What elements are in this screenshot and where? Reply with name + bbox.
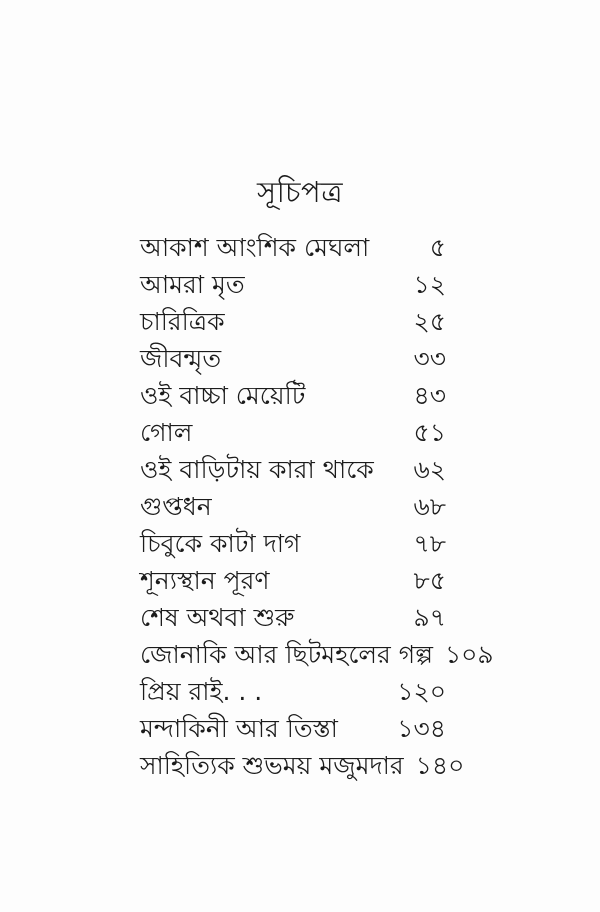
toc-entry-page-number: ৯৭ <box>413 603 446 632</box>
toc-row <box>140 229 446 266</box>
toc-row <box>140 266 446 303</box>
toc-entry-page-number: ৭৮ <box>413 529 446 558</box>
toc-entry-title: মন্দাকিনী আর তিস্তা <box>140 714 338 743</box>
toc-row <box>140 747 465 784</box>
toc-row <box>140 488 446 525</box>
toc-row <box>140 377 446 414</box>
toc-entry-title: চিবুকে কাটা দাগ <box>140 529 301 558</box>
toc-entry-title: জোনাকি আর ছিটমহলের গল্প <box>140 640 433 669</box>
toc-entry-title: গোল <box>140 418 193 447</box>
toc-entry-title: আকাশ আংশিক মেঘলা <box>140 233 370 262</box>
toc-row <box>140 673 446 710</box>
toc-entry-title: প্রিয় রাই. . . <box>140 677 263 706</box>
toc-entry-title: সাহিত্যিক শুভময় মজুমদার <box>140 751 404 780</box>
toc-entry-title: গুপ্তধন <box>140 492 212 521</box>
toc-entry-page-number: ৫১ <box>413 418 446 447</box>
toc-entry-title: চারিত্রিক <box>140 307 225 336</box>
toc-list <box>140 229 494 784</box>
toc-entry-page-number: ৬২ <box>413 455 446 484</box>
toc-entry-title: আমরা মৃত <box>140 270 245 299</box>
toc-entry-title: জীবন্মৃত <box>140 344 222 373</box>
toc-entry-page-number: ১০৯ <box>444 640 494 669</box>
toc-entry-page-number: ৬৮ <box>413 492 446 521</box>
toc-row <box>140 303 446 340</box>
toc-row <box>140 414 446 451</box>
toc-entry-page-number: ১২ <box>413 270 446 299</box>
page-title: সূচিপত্র <box>256 175 344 209</box>
toc-entry-page-number: ৩৩ <box>413 344 446 373</box>
toc-entry-page-number: ১২০ <box>397 677 446 706</box>
toc-entry-page-number: ১৩৪ <box>397 714 446 743</box>
toc-entry-title: ওই বাড়িটায় কারা থাকে <box>140 455 374 484</box>
toc-entry-title: ওই বাচ্চা মেয়েটি <box>140 381 306 410</box>
toc-row <box>140 562 446 599</box>
toc-entry-page-number: ১৪০ <box>415 751 465 780</box>
toc-row <box>140 710 446 747</box>
toc-entry-page-number: ২৫ <box>413 307 446 336</box>
toc-row <box>140 636 494 673</box>
toc-entry-page-number: ৫ <box>429 233 446 262</box>
toc-entry-page-number: ৪৩ <box>413 381 446 410</box>
toc-row <box>140 599 446 636</box>
toc-row <box>140 525 446 562</box>
toc-row <box>140 451 446 488</box>
toc-row <box>140 340 446 377</box>
toc-entry-title: শেষ অথবা শুরু <box>140 603 295 632</box>
toc-entry-page-number: ৮৫ <box>413 566 446 595</box>
toc-entry-title: শূন্যস্থান পূরণ <box>140 566 270 595</box>
